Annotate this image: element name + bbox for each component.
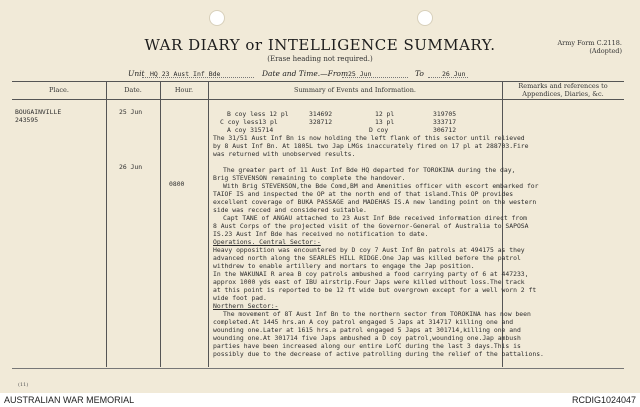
col-header-remarks-2: Appendices, Diaries, &c. (522, 90, 604, 98)
from-dotted-line (342, 77, 408, 78)
to-date: 26 Jun (442, 70, 466, 78)
position-text: D coy (369, 126, 389, 134)
header-rule (12, 99, 624, 100)
footer-source: AUSTRALIAN WAR MEMORIAL (4, 395, 135, 405)
army-form-label (557, 39, 622, 55)
summary-line: was returned with unobserved results. (213, 150, 356, 158)
summary-line: at this point is reported to be 12 ft wide but overgrown except for a well worn 2 ft (213, 286, 537, 294)
position-grid-ref: 306712 (433, 126, 457, 134)
summary-line: In the WAKUNAI R area B coy patrols ambushed a food carrying party of 6 at 447233, (213, 270, 529, 278)
summary-line: wounding one.Later at 1615 hrs.a patrol engaged 5 Japs at 301714,killing one and (213, 326, 521, 334)
place-name: BOUGAINVILLE (15, 108, 62, 116)
unit-value: HQ 23 Aust Inf Bde (150, 70, 221, 78)
summary-line: advanced north along the SEARLES HILL RIDGE.One Jap was killed before the patrol (213, 254, 521, 262)
summary-line: Capt TANE of ANGAU attached to 23 Aust Inf Bde received information direct from (223, 214, 527, 222)
position-grid-ref: 328712 (309, 118, 333, 126)
archive-footer (0, 393, 640, 407)
section-heading: Operations. Central Sector:- (213, 238, 321, 246)
summary-line: approx 1000 yds east of IBU airstrip.Four Japs were killed without loss.The track (213, 278, 525, 286)
summary-line: withdrew to enable artillery and mortars to engage the Jap position. (213, 262, 475, 270)
col-header-summary: Summary of Events and Information. (294, 86, 416, 94)
col-header-date: Date. (124, 86, 142, 94)
summary-line: 8 Aust Corps of the projected visit of the Governor-General of Australia to SAPOSA (213, 222, 529, 230)
unit-dotted-line (142, 77, 254, 78)
to-label: To (415, 69, 424, 78)
date-time-label: Date and Time.—From (262, 69, 349, 78)
summary-line: Heavy opposition was encountered by D coy 7 Aust Inf Bn patrols at 494175 as they (213, 246, 525, 254)
summary-line: TAIOF IS and inspected the OP at the north end of that island.This OP provides (213, 190, 514, 198)
date-entry: 25 Jun (119, 108, 143, 116)
position-text: A coy 315714 (227, 126, 274, 134)
from-date: 25 Jun (348, 70, 372, 78)
position-text: B coy less 12 pl (227, 110, 289, 118)
column-divider (106, 81, 107, 367)
summary-line: excellent coverage of BUKA PASSAGE and MADEHAS IS.A new landing point on the western (213, 198, 537, 206)
col-header-hour: Hour. (174, 86, 194, 94)
column-divider (160, 81, 161, 367)
column-divider (208, 81, 209, 367)
form-subtitle: (Erase heading not required.) (267, 55, 373, 63)
summary-line: parties have been increased along our entire LofC during the last 3 days.This is (213, 342, 521, 350)
place-ref: 243595 (15, 116, 39, 124)
army-form-note: (Adopted) (589, 47, 622, 55)
position-grid-ref: 333717 (433, 118, 457, 126)
summary-line: wounding one.At 301714 five Japs ambushed a D coy patrol,wounding one.Jap ambush (213, 334, 521, 342)
summary-line: The movement of 8T Aust Inf Bn to the northern sector from TOROKINA has now been (223, 310, 531, 318)
unit-label: Unit (128, 69, 145, 78)
summary-line: possibly due to the decrease of active patrolling during the relief of the battalions. (213, 350, 544, 358)
summary-line: The 31/51 Aust Inf Bn is now holding the left flank of this sector until relieved (213, 134, 525, 142)
summary-line: side was recced and considered suitable. (213, 206, 367, 214)
summary-line: IS.23 Aust Inf Bde has received no notification to date. (213, 230, 429, 238)
position-grid-ref: 319705 (433, 110, 457, 118)
army-form-number: Army Form C.2118. (557, 39, 622, 47)
page-code: (11) (18, 382, 29, 388)
summary-line: The greater part of 11 Aust Inf Bde HQ departed for TOROKINA during the day, (223, 166, 516, 174)
punch-hole (417, 10, 433, 26)
to-dotted-line (428, 77, 468, 78)
date-entry: 26 Jun (119, 163, 143, 171)
col-header-remarks-1: Remarks and references to (518, 82, 608, 90)
summary-line: wide foot pad. (213, 294, 267, 302)
section-heading: Northern Sector:- (213, 302, 279, 310)
position-text: 13 pl (375, 118, 395, 126)
summary-line: With Brig STEVENSON,the Bde Comd,BM and Amenities officer with escort embarked for (223, 182, 539, 190)
position-text: C coy less13 pl (220, 118, 278, 126)
punch-hole (209, 10, 225, 26)
position-text: 12 pl (375, 110, 395, 118)
position-grid-ref: 314692 (309, 110, 333, 118)
footer-record-id: RCDIG1024047 (571, 395, 636, 405)
col-header-place: Place. (49, 86, 69, 94)
hour-entry: 0800 (169, 180, 185, 188)
summary-line: by 8 Aust Inf Bn. At 1805L two Jap LMGs inaccurately fired on 17 pl at 288703.Fire (213, 142, 529, 150)
form-title: WAR DIARY or INTELLIGENCE SUMMARY. (144, 36, 496, 54)
summary-line: completed.At 1445 hrs.an A coy patrol engaged 5 Japs at 314717 killing one and (213, 318, 514, 326)
summary-line: Brig STEVENSON remaining to complete the handover. (213, 174, 406, 182)
